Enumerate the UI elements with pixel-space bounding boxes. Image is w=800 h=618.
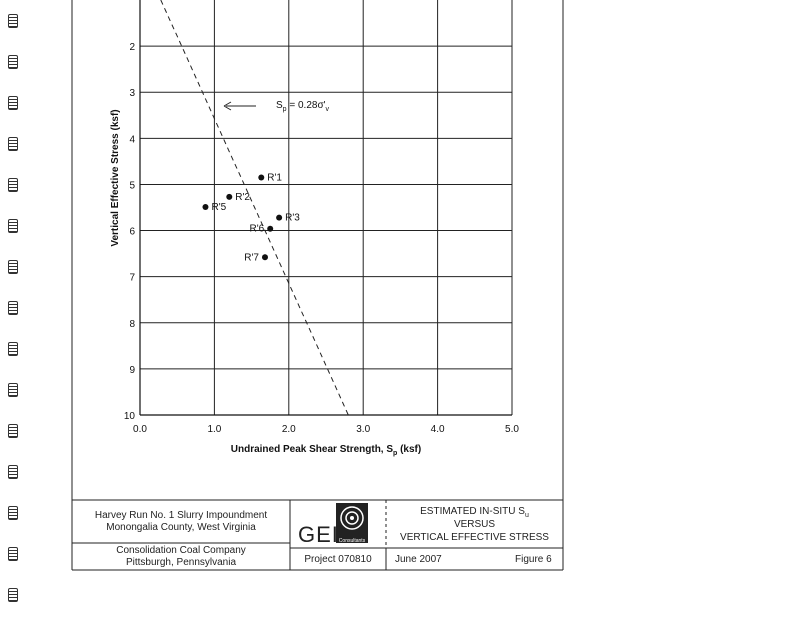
data-point (276, 215, 282, 221)
binding-hole (8, 260, 18, 274)
binding-hole (8, 588, 18, 602)
binding-hole (8, 342, 18, 356)
client-name: Consolidation Coal Company (116, 545, 246, 556)
data-point (262, 254, 268, 260)
binding-hole (8, 219, 18, 233)
binding-hole (8, 178, 18, 192)
binding-hole (8, 301, 18, 315)
binding-hole (8, 137, 18, 151)
x-tick-label: 2.0 (281, 424, 296, 435)
grid-lines (140, 0, 512, 415)
y-tick-label: 3 (129, 88, 135, 100)
y-tick-label: 6 (129, 226, 135, 238)
title-block-frame (72, 0, 563, 570)
y-tick-label: 5 (129, 180, 135, 192)
x-tick-label: 4.0 (430, 424, 445, 435)
data-point-label: R'3 (285, 212, 300, 224)
data-point-label: R'1 (267, 172, 282, 184)
x-tick-labels (133, 424, 519, 435)
y-tick-label: 8 (129, 318, 135, 330)
figure-title-line3: VERTICAL EFFECTIVE STRESS (400, 532, 549, 543)
y-tick-label: 4 (129, 134, 135, 146)
y-tick-label: 9 (129, 364, 135, 376)
figure-title-line2: VERSUS (453, 519, 496, 530)
figure-number: Figure 6 (515, 554, 552, 565)
logo-text: GEI (298, 522, 339, 547)
x-tick-label: 3.0 (356, 424, 371, 435)
trend-annotation: $S_p = 0.28\sigma'_v$ (276, 100, 330, 113)
logo-subtext: Consultants (338, 538, 366, 544)
y-tick-label: 7 (129, 272, 135, 284)
binding-hole (8, 506, 18, 520)
x-axis-title: Undrained Peak Shear Strength, $S_p$ (ksf) (230, 444, 422, 457)
trend-line (161, 0, 348, 415)
project-number: Project 070810 (304, 554, 372, 565)
binding-hole (8, 96, 18, 110)
data-point (226, 194, 232, 200)
client-location: Pittsburgh, Pennsylvania (125, 557, 237, 568)
data-point-label: R'6 (249, 223, 265, 235)
data-point (258, 175, 264, 181)
binding-hole (8, 55, 18, 69)
x-tick-label: 1.0 (207, 424, 222, 435)
y-tick-label: 10 (123, 411, 135, 422)
data-points (202, 173, 300, 264)
gei-logo (336, 503, 368, 543)
y-tick-label: 2 (129, 42, 135, 54)
project-location: Monongalia County, West Virginia (106, 522, 256, 533)
binding-hole (8, 465, 18, 479)
x-tick-label: 0.0 (133, 424, 147, 435)
axes (140, 0, 512, 415)
data-point-label: R'7 (244, 252, 259, 264)
binding-hole (8, 383, 18, 397)
data-point (267, 226, 273, 232)
binding-hole (8, 547, 18, 561)
binding-hole (8, 14, 18, 28)
date: June 2007 (395, 554, 442, 565)
y-tick-labels (124, 42, 136, 422)
figure-title-line1: ESTIMATED IN-SITU $S_u$ (420, 506, 529, 519)
data-point-label: R'5 (211, 202, 227, 214)
project-name: Harvey Run No. 1 Slurry Impoundment (94, 510, 268, 521)
data-point-label: R'2 (235, 191, 250, 203)
x-tick-label: 5.0 (505, 424, 519, 435)
y-axis-title: Vertical Effective Stress (ksf) (110, 109, 121, 247)
binding-hole (8, 424, 18, 438)
data-point (202, 204, 208, 210)
